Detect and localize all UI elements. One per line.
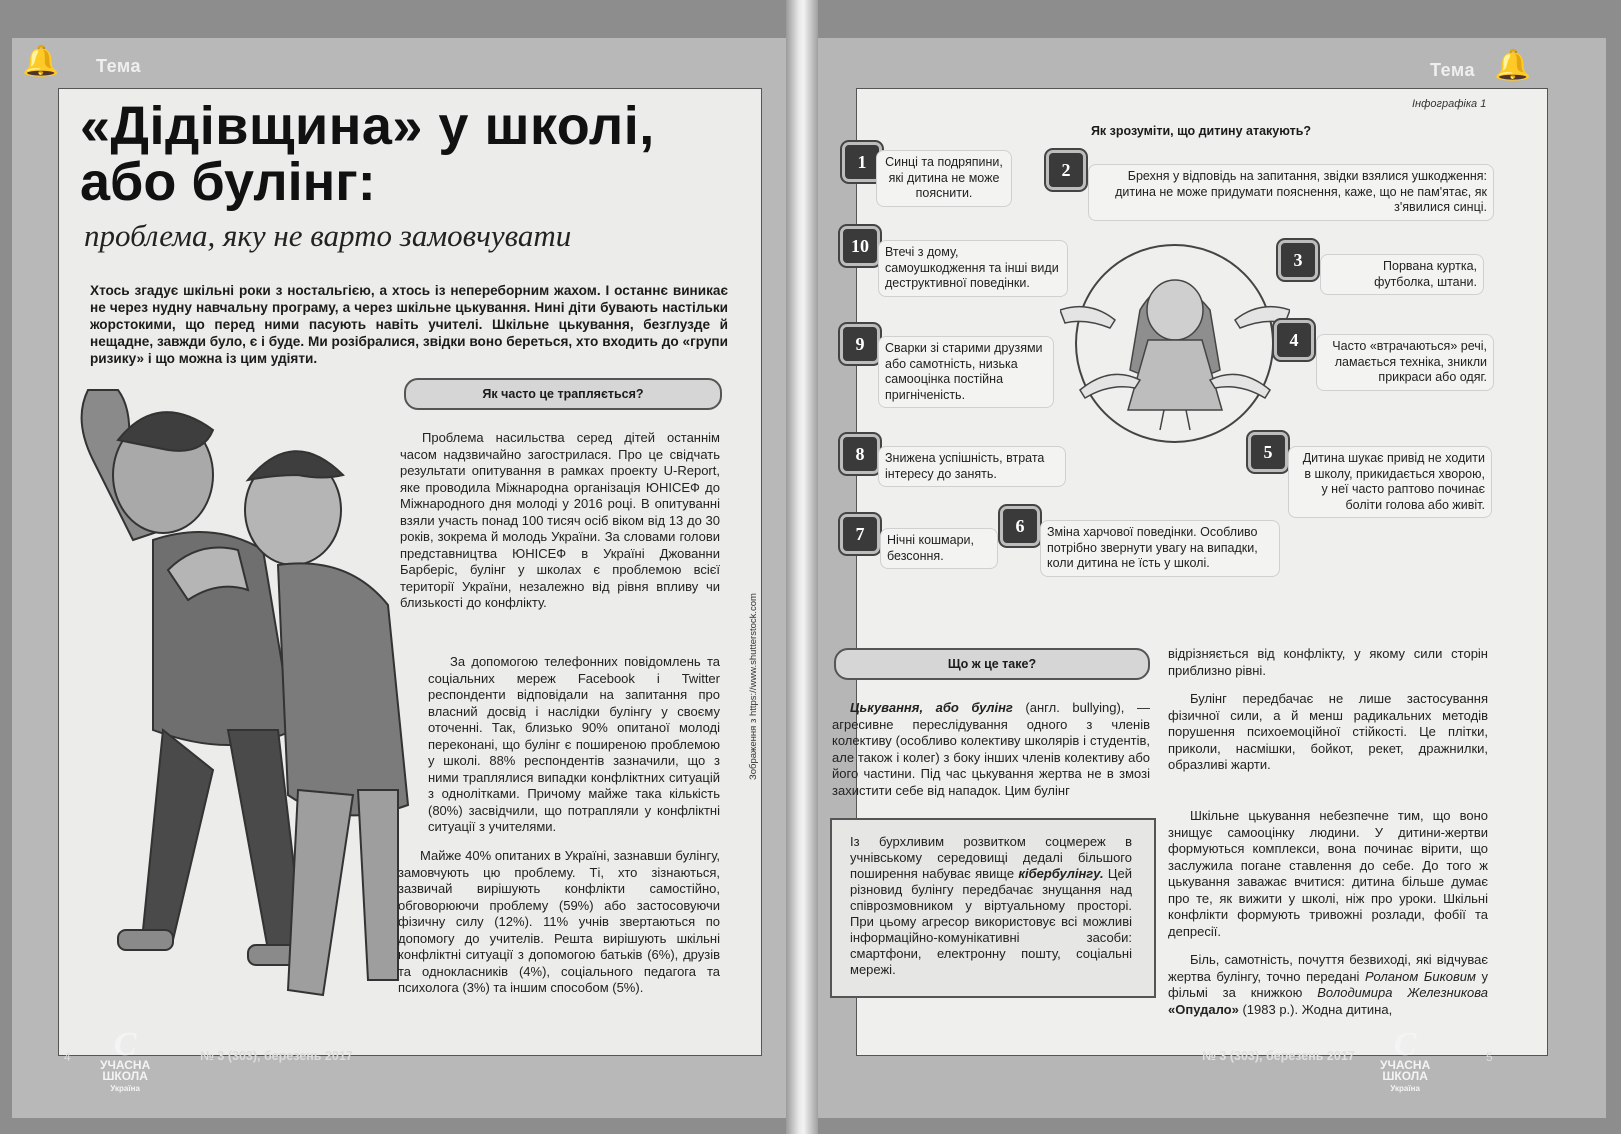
magazine-logo-right: [1380, 1026, 1431, 1094]
logo-country: Україна: [110, 1084, 140, 1093]
cyberbullying-text: [850, 834, 1132, 978]
cont4-a: Біль, самотність, почуття безвиході, які відчуває жертва булінгу, точно передані: [1168, 952, 1488, 984]
paragraph-1: Проблема насильства серед дітей останнім часом надзвичайно загострилася. Про це свідчать результати опитування в рамках проекту U-Report, яке проводила Міжнародна організація ЮНІСЕФ до Міжнародного дня молоді у 2016 році. В опитуванні взяли участь понад 100 тисяч осіб віком від 13 до 30 років, зокрема й молодь України. За словами голови представництва ЮНІСЕФ в Україні Джованни Барберіс, булінг у школах є проблемою всієї території України, незалежно від рівня впливу чи близькості до конфлікту.: [400, 430, 720, 610]
girl-illustration: [1060, 250, 1290, 440]
infographic-title: Як зрозуміти, що дитину атакують?: [1090, 124, 1312, 138]
page-gutter: [786, 0, 818, 1134]
image-credit: Зображення з https://www.shutterstock.com: [748, 593, 759, 780]
box-term: кібербулінгу.: [1018, 866, 1104, 881]
item-text-4: Часто «втрачаються» речі, ламається техніка, зникли прикраси або одяг.: [1316, 334, 1494, 391]
right-column-lower: [1168, 808, 1488, 1030]
item-number-3: 3: [1278, 240, 1318, 280]
item-number-9: 9: [840, 324, 880, 364]
item-number-10: 10: [840, 226, 880, 266]
how-often-paragraph-2: [428, 654, 720, 848]
how-often-paragraph-3: [398, 848, 720, 1009]
logo-country: Україна: [1390, 1084, 1420, 1093]
item-number-2: 2: [1046, 150, 1086, 190]
item-text-7: Нічні кошмари, безсоння.: [880, 528, 998, 569]
item-number-6: 6: [1000, 506, 1040, 546]
issue-left: № 3 (303), березень 2017: [200, 1049, 353, 1063]
item-text-8: Знижена успішність, втрата інтересу до занять.: [878, 446, 1066, 487]
item-number-4: 4: [1274, 320, 1314, 360]
cont4-b: Роланом Биковим: [1365, 968, 1476, 984]
section-label-right: Тема: [1430, 60, 1475, 80]
definition-rest: (англ. bullying), — агресивне переслідування одного з членів колективу (особливо колективу школярів і студентів, але також і колег) з боку інших членів колективу або його частини. Під час цькування жертва не в змозі захистити себе від нападок. Цим булінг: [832, 700, 1150, 798]
paragraph-2: За допомогою телефонних повідомлень та соціальних мереж Facebook і Twitter респонденти відповідали на запитання про власний досвід і наслідки булінгу у своєму оточенні. Так, близько 90% опитаної молоді переконані, що булінг є поширеною проблемою у школі. 88% респондентів зазначили, що з ними траплялися випадки конфліктних ситуацій з однолітками. Причому майже така кількість (80%) засвідчили, що потрапляли у конфліктні ситуації з учителями.: [428, 654, 720, 834]
logo-top: УЧАСНА: [100, 1058, 151, 1072]
cont-paragraph-3: Шкільне цькування небезпечне тим, що воно знищує самооцінку людини. У дитини-жертви формуються комплекси, вона починає вірити, що заслужила погане ставлення до себе. До того ж цькування заважає вчитися: дитина більше думає про те, як вижити у школі, ніж про уроки. Шкільні конфлікти формують тривожні розлади, фобії та депресії.: [1168, 808, 1488, 939]
bells-icon: 🔔: [1494, 49, 1532, 82]
logo-bottom: ШКОЛА: [1382, 1069, 1428, 1083]
box-text-a: Із бурхливим розвитком соцмереж в учнівському середовищі дедалі більшого поширення набуває явище: [850, 834, 1132, 881]
item-text-9: Сварки зі старими друзями або самотність, низька самооцінка постійна пригніченість.: [878, 336, 1054, 408]
cont-paragraph-1: відрізняється від конфлікту, у якому сили сторін приблизно рівні.: [1168, 646, 1488, 678]
paragraph-3: Майже 40% опитаних в Україні, зазнавши булінгу, замовчують цю проблему. Ті, хто зізнаються, зазвичай вирішують конфлікти самостійно, обговорюючи проблему (59%) або застосовуючи фізичну силу (12%). 11% учнів звертаються по допомогу до учителів. Решта вирішують шкільні конфліктні ситуації з допомогою батьків (6%), друзів та однокласників (4%), соціального педагога та психолога (3%) та іншим способом (5%).: [398, 848, 720, 995]
item-text-10: Втечі з дому, самоушкодження та інші види деструктивної поведінки.: [878, 240, 1068, 297]
how-often-heading: Як часто це трапляється?: [404, 378, 722, 410]
item-number-5: 5: [1248, 432, 1288, 472]
cyberbullying-box: [830, 818, 1156, 998]
cont4-e: «Опудало»: [1168, 1001, 1239, 1017]
item-text-2: Брехня у відповідь на запитання, звідки взялися ушкодження: дитина не може придумати пояснення, каже, що не пам'ятає, як з'явилися синці.: [1088, 164, 1494, 221]
logo-top: УЧАСНА: [1380, 1058, 1431, 1072]
logo-bottom: ШКОЛА: [102, 1069, 148, 1083]
bullying-illustration: [58, 370, 438, 1010]
logo-letter-s: С: [113, 1026, 137, 1063]
infographic-label: Інфографіка 1: [1412, 98, 1487, 110]
definition-paragraph: [832, 700, 1150, 811]
magazine-logo-left: [100, 1026, 151, 1094]
page-number-left: 4: [64, 1050, 71, 1064]
item-text-3: Порвана куртка, футболка, штани.: [1320, 254, 1484, 295]
article-title-line2: або булінг:: [80, 152, 376, 212]
cont-paragraph-4: [1168, 952, 1488, 1018]
item-text-1: Синці та подряпини, які дитина не може пояснити.: [876, 150, 1012, 207]
item-number-7: 7: [840, 514, 880, 554]
definition-term: Цькування, або булінг: [850, 700, 1013, 715]
item-text-5: Дитина шукає привід не ходити в школу, прикидається хворою, у неї часто раптово починає боліти голова або живіт.: [1288, 446, 1492, 518]
cont4-d: Володимира Железникова: [1317, 985, 1489, 1000]
how-often-paragraph-1: [400, 430, 720, 624]
article-lead: Хтось згадує шкільні роки з ностальгією, а хтось із непереборним жахом. І останнє виникає не через нудну навчальну програму, а через шкільне цькування. Нині діти бувають настільки жорстокими, що перед ними пасують навіть учителі. Шкільне цькування, безглузде й нещадне, завжди було, є і буде. Ми розібралися, звідки воно береться, хто входить до «групи ризику» і що можна із цим удіяти.: [90, 283, 728, 366]
article-title-line1: «Дідівщина» у школі,: [80, 96, 655, 156]
definition-text: [832, 700, 1150, 799]
logo-letter-s: С: [1393, 1026, 1417, 1063]
item-number-1: 1: [842, 142, 882, 182]
right-column: [1168, 646, 1488, 786]
section-label-left: Тема: [96, 56, 141, 76]
cont4-c: у фільмі за книжкою: [1168, 968, 1488, 1000]
item-number-8: 8: [840, 434, 880, 474]
item-text-6: Зміна харчової поведінки. Особливо потрібно звернути увагу на випадки, коли дитина не їсть у школі.: [1040, 520, 1280, 577]
article-subtitle: проблема, яку не варто замовчувати: [84, 218, 572, 253]
issue-right: № 3 (303), березень 2017: [1202, 1049, 1355, 1063]
bells-icon: 🔔: [22, 45, 60, 78]
page-number-right: 5: [1486, 1050, 1493, 1064]
box-text-b: Цей різновид булінгу передбачає знущання над співрозмовником у віртуальному просторі. При цьому агресор використовує всі можливі інформаційно-комунікативні засоби: смартфони, електронну пошту, соціальні мережі.: [850, 866, 1132, 977]
cont4-f: (1983 р.). Жодна дитина,: [1238, 1001, 1393, 1017]
cont-paragraph-2: Булінг передбачає не лише застосування фізичної сили, а й менш радикальних методів порушення психоемоційної стійкості. Це плітки, приколи, насмішки, бойкот, рекет, дражнилки, образливі жарти.: [1168, 691, 1488, 772]
what-is-it-heading: Що ж це таке?: [834, 648, 1150, 680]
